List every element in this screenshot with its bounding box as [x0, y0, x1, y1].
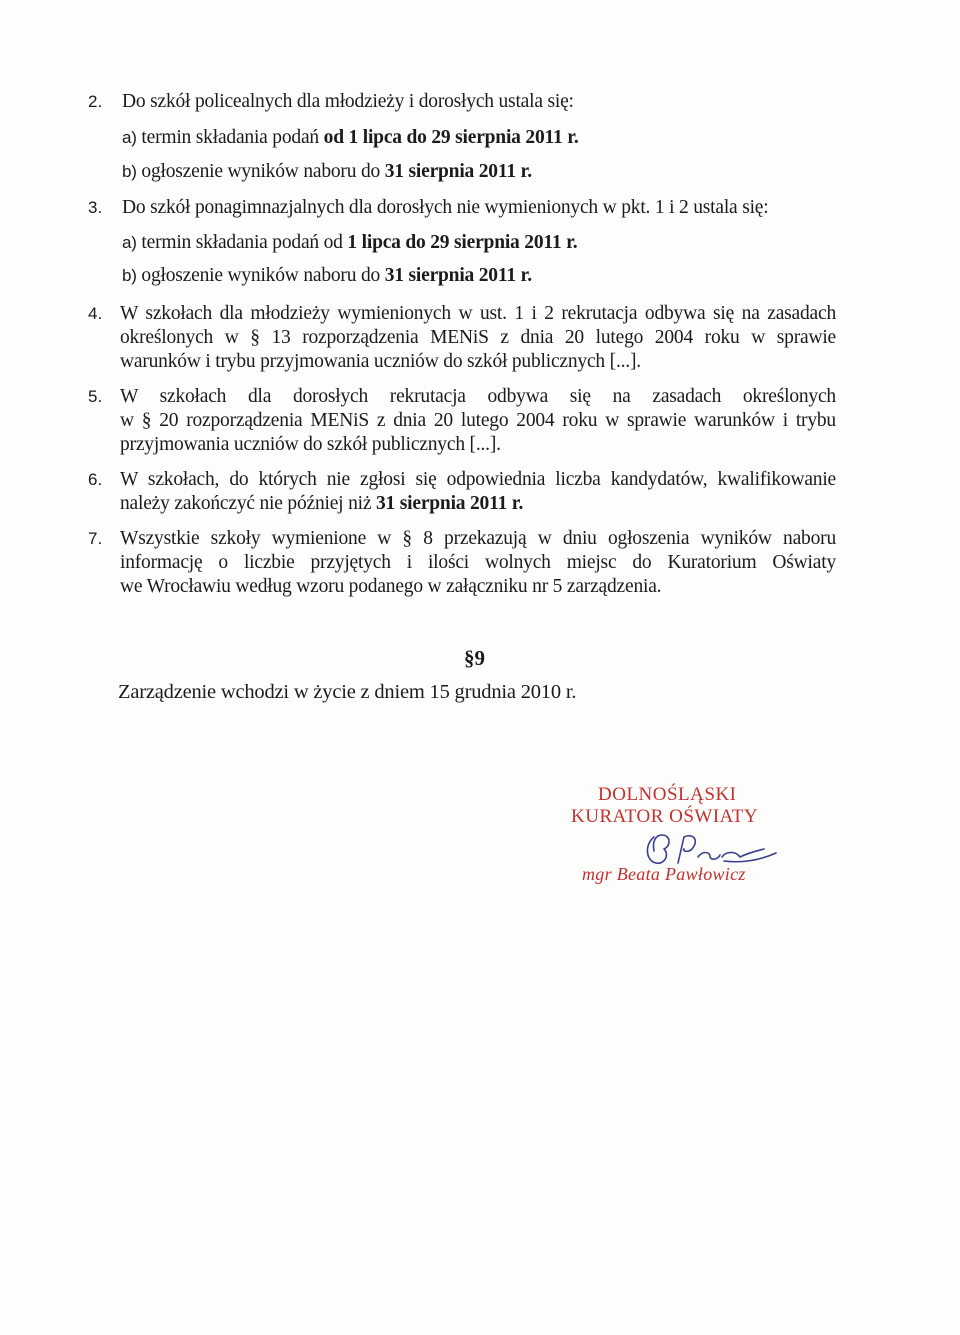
official-name: mgr Beata Pawłowicz — [582, 864, 746, 884]
stamp-line-1: DOLNOŚLĄSKI — [598, 784, 737, 805]
item-line: przyjmowania uczniów do szkół publicznych [...]. — [120, 434, 501, 455]
item-number: 6. — [88, 470, 103, 489]
item-line: W szkołach dla młodzieży wymienionych w ust. 1 i 2 rekrutacja odbywa się na zasadach — [120, 303, 836, 324]
item-line: informację o liczbie przyjętych i ilości wolnych miejsc do Kuratorium Oświaty — [120, 552, 836, 573]
item-line: Wszystkie szkoły wymienione w § 8 przekazują w dniu ogłoszenia wyników naboru — [120, 528, 836, 549]
sub-item-text: ogłoszenie wyników naboru do — [141, 161, 385, 182]
item-line: warunków i trybu przyjmowania uczniów do szkół publicznych [...]. — [120, 351, 641, 372]
item-line: w § 20 rozporządzenia MENiS z dnia 20 lutego 2004 roku w sprawie warunków i trybu — [120, 410, 836, 431]
sub-item-text: termin składania podań od — [141, 232, 348, 253]
sub-item-bold: 1 lipca do 29 sierpnia 2011 r. — [347, 232, 578, 253]
item-line: W szkołach dla dorosłych rekrutacja odbywa się na zasadach określonych — [120, 386, 836, 407]
item-number: 4. — [88, 304, 103, 323]
sub-item-letter: b) — [122, 162, 137, 181]
item-number: 3. — [88, 198, 103, 217]
sub-item — [122, 160, 532, 184]
sub-item — [122, 264, 532, 288]
sub-item — [122, 126, 579, 150]
sub-item-letter: a) — [122, 233, 137, 252]
item-intro: Do szkół policealnych dla młodzieży i dorosłych ustala się: — [122, 91, 574, 112]
closing-statement: Zarządzenie wchodzi w życie z dniem 15 grudnia 2010 r. — [118, 681, 577, 703]
sub-item-text: ogłoszenie wyników naboru do — [141, 265, 385, 286]
sub-item-bold: 31 sierpnia 2011 r. — [384, 265, 532, 286]
item-line — [120, 492, 523, 516]
item-number: 5. — [88, 387, 103, 406]
sub-item-letter: b) — [122, 266, 137, 285]
sub-item-bold: 31 sierpnia 2011 r. — [384, 161, 532, 182]
sub-item-bold: od 1 lipca do 29 sierpnia 2011 r. — [323, 127, 579, 148]
sub-item-text: termin składania podań — [141, 127, 324, 148]
item-intro: Do szkół ponagimnazjalnych dla dorosłych nie wymienionych w pkt. 1 i 2 ustala się: — [122, 197, 769, 218]
item-line: określonych w § 13 rozporządzenia MENiS z dnia 20 lutego 2004 roku w sprawie — [120, 327, 836, 348]
item-number: 7. — [88, 529, 103, 548]
item-line: we Wrocławiu według wzoru podanego w załączniku nr 5 zarządzenia. — [120, 576, 662, 597]
item-number: 2. — [88, 92, 103, 111]
item-line-text: należy zakończyć nie później niż — [120, 493, 376, 514]
stamp-line-2: KURATOR OŚWIATY — [571, 806, 759, 827]
section-title: §9 — [464, 646, 485, 670]
signature-image — [640, 827, 780, 869]
sub-item-letter: a) — [122, 128, 137, 147]
sub-item — [122, 231, 577, 255]
item-line: W szkołach, do których nie zgłosi się odpowiednia liczba kandydatów, kwalifikowanie — [120, 469, 836, 490]
item-line-bold: 31 sierpnia 2011 r. — [375, 493, 524, 514]
